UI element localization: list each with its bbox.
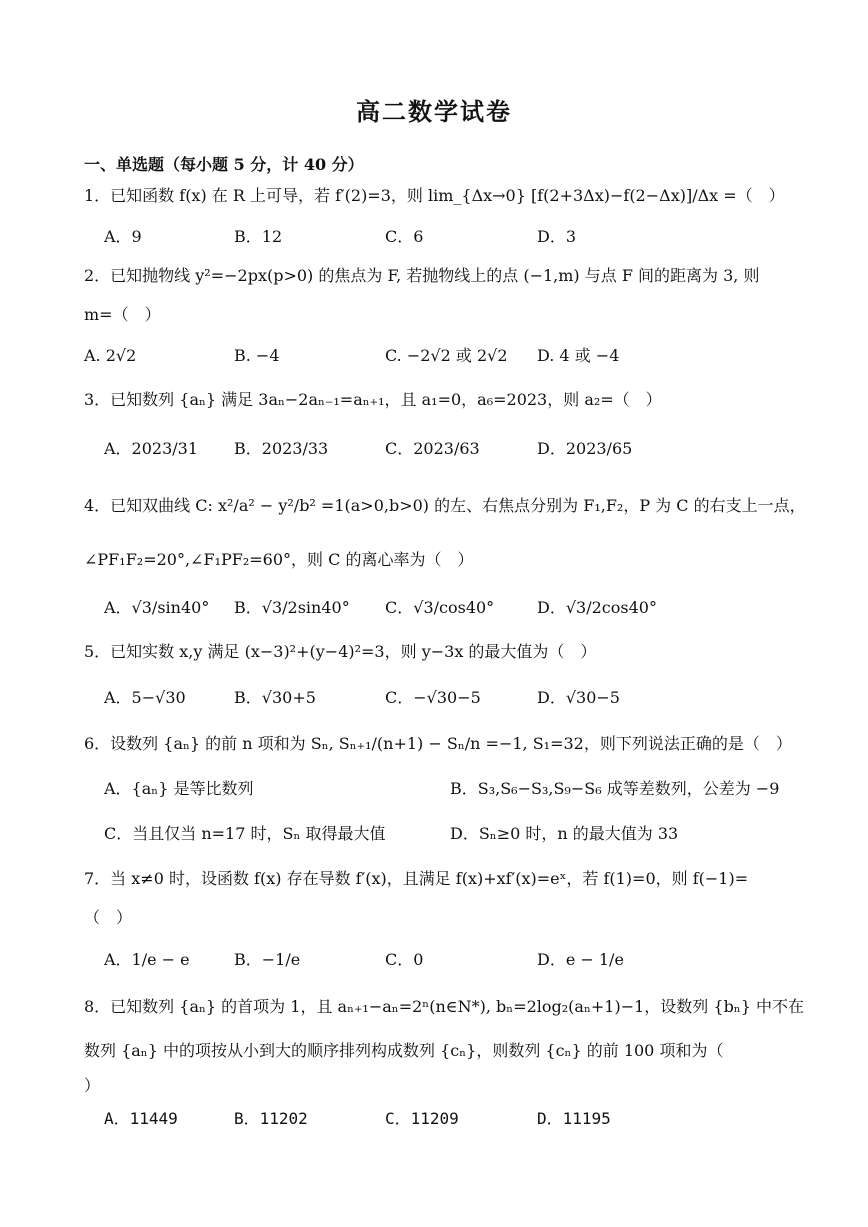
question-7-stem-line-1: 7．当 x≠0 时，设函数 f(x) 存在导数 f′(x)，且满足 f(x)+xf′(x)=eˣ，若 f(1)=0，则 f(−1)=	[84, 869, 749, 888]
question-3-stem: 3．已知数列 {aₙ} 满足 3aₙ−2aₙ₋₁=aₙ₊₁，且 a₁=0，a₆=2023，则 a₂=（ ）	[84, 390, 662, 409]
page-title: 高二数学试卷	[356, 97, 512, 126]
question-4-stem-line-1: 4．已知双曲线 C: x²/a² − y²/b² =1(a>0,b>0) 的左、右焦点分别为 F₁,F₂，P 为 C 的右支上一点，	[84, 496, 806, 515]
q4-option-a: A．√3/sin40°	[104, 598, 210, 617]
q7-option-b: B．−1/e	[234, 950, 301, 969]
q8-option-c: C．11209	[385, 1109, 459, 1128]
q8-option-d: D．11195	[537, 1109, 611, 1128]
question-6-stem: 6．设数列 {aₙ} 的前 n 项和为 Sₙ, Sₙ₊₁/(n+1) − Sₙ/n =−1, S₁=32，则下列说法正确的是（ ）	[84, 734, 792, 753]
q7-option-d: D．e − 1/e	[537, 950, 624, 969]
q6-option-d: D．Sₙ≥0 时，n 的最大值为 33	[450, 824, 679, 843]
q3-option-c: C．2023/63	[385, 439, 480, 458]
q6-option-c: C．当且仅当 n=17 时，Sₙ 取得最大值	[104, 824, 386, 843]
q4-option-b: B．√3/2sin40°	[234, 598, 350, 617]
q4-option-c: C．√3/cos40°	[385, 598, 495, 617]
question-7-stem-line-2: （ ）	[84, 908, 133, 927]
question-4-stem-line-2: ∠PF₁F₂=20°,∠F₁PF₂=60°，则 C 的离心率为（ ）	[84, 550, 474, 569]
question-8-stem-line-3: ）	[84, 1076, 101, 1095]
question-2-stem-line-1: 2．已知抛物线 y²=−2px(p>0) 的焦点为 F, 若抛物线上的点 (−1,m) 与点 F 间的距离为 3, 则	[84, 266, 760, 285]
question-8-stem-line-2: 数列 {aₙ} 中的项按从小到大的顺序排列构成数列 {cₙ}，则数列 {cₙ} 的前 100 项和为（	[84, 1041, 724, 1060]
q5-option-a: A．5−√30	[104, 688, 186, 707]
question-2-stem-line-2: m=（ ）	[84, 305, 161, 324]
q8-option-a: A．11449	[104, 1109, 178, 1128]
q1-option-c: C．6	[385, 227, 424, 246]
question-1-stem: 1．已知函数 f(x) 在 R 上可导，若 f′(2)=3，则 lim_{Δx→0} [f(2+3Δx)−f(2−Δx)]/Δx =（ ）	[84, 186, 785, 205]
q5-option-b: B．√30+5	[234, 688, 316, 707]
q5-option-d: D．√30−5	[537, 688, 620, 707]
question-8-stem-line-1: 8．已知数列 {aₙ} 的首项为 1，且 aₙ₊₁−aₙ=2ⁿ(n∈N*), bₙ=2log₂(aₙ+1)−1，设数列 {bₙ} 中不在	[84, 997, 804, 1016]
q7-option-c: C．0	[385, 950, 424, 969]
q3-option-b: B．2023/33	[234, 439, 329, 458]
q6-option-a: A．{aₙ} 是等比数列	[104, 779, 254, 798]
q1-option-d: D．3	[537, 227, 577, 246]
q1-option-b: B．12	[234, 227, 283, 246]
q2-option-d: D. 4 或 −4	[537, 346, 620, 365]
q3-option-a: A．2023/31	[104, 439, 199, 458]
q2-option-c: C. −2√2 或 2√2	[385, 346, 508, 365]
q7-option-a: A．1/e − e	[104, 950, 190, 969]
q2-option-a: A. 2√2	[84, 346, 137, 365]
q4-option-d: D．√3/2cos40°	[537, 598, 657, 617]
q2-option-b: B. −4	[234, 346, 280, 365]
q8-option-b: B．11202	[234, 1109, 308, 1128]
q3-option-d: D．2023/65	[537, 439, 633, 458]
q6-option-b: B．S₃,S₆−S₃,S₉−S₆ 成等差数列，公差为 −9	[450, 779, 780, 798]
q1-option-a: A．9	[104, 227, 142, 246]
q5-option-c: C．−√30−5	[385, 688, 481, 707]
question-5-stem: 5．已知实数 x,y 满足 (x−3)²+(y−4)²=3，则 y−3x 的最大值为（ ）	[84, 642, 597, 661]
section-heading: 一、单选题（每小题 5 分，计 40 分）	[84, 155, 364, 174]
